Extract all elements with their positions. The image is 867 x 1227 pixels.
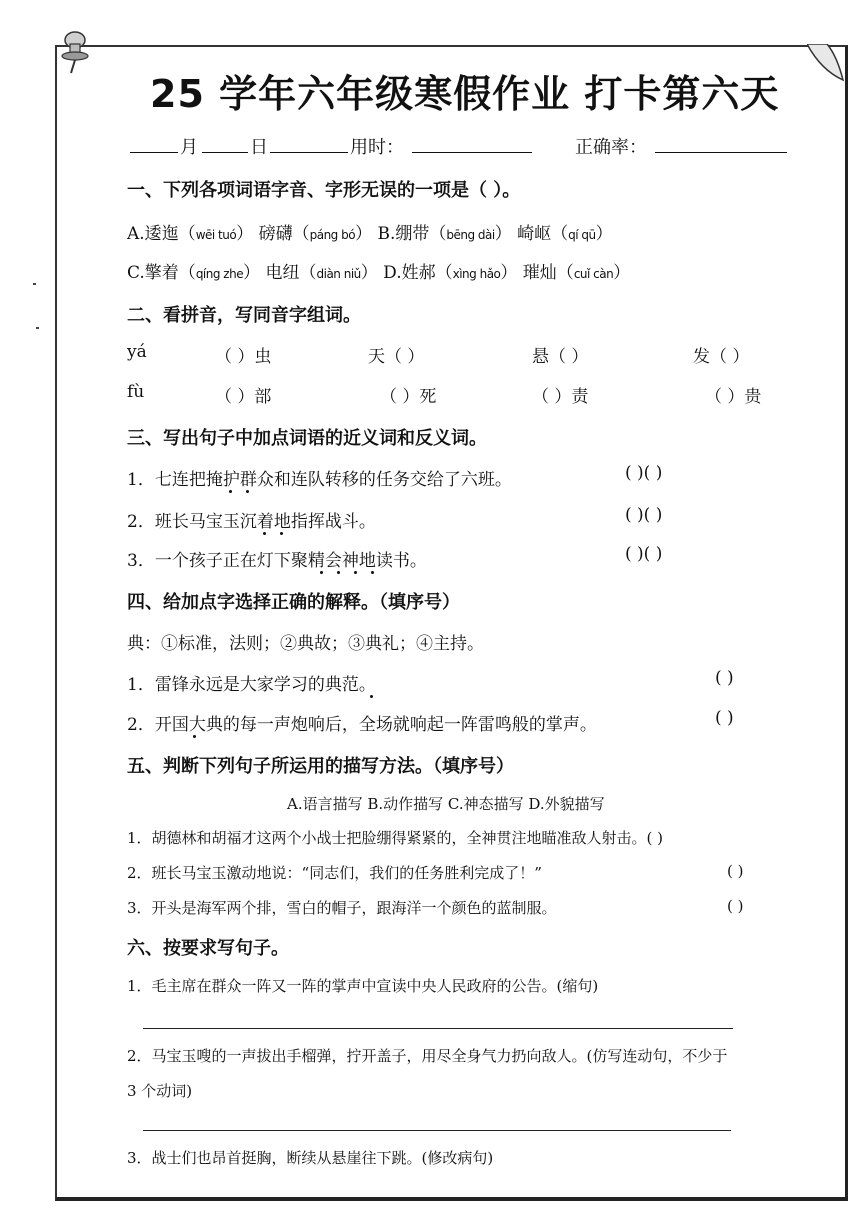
q5-item: 2．班长马宝玉激动地说：“同志们，我们的任务胜利完成了！” [127,864,542,882]
q2-row2-item[interactable]: （ ）死 [380,387,437,407]
q2-row2-pinyin: fù [127,382,145,402]
page-curl-icon [807,44,845,82]
emphasis-dot [320,571,323,574]
q5-item: 3．开头是海军两个排，雪白的帽子，跟海洋一个颜色的蓝制服。 [127,899,557,917]
scan-mark [36,327,39,329]
q5-heading: 五、判断下列句子所运用的描写方法。（填序号） [127,756,514,777]
q3-answer-blank[interactable]: ( )( ) [625,463,663,483]
q5-answer-blank[interactable]: ( ) [727,897,744,915]
q2-row1-item[interactable]: 发（ ） [693,347,750,367]
q5-item: 1．胡德林和胡福才这两个小战士把脸绷得紧紧的，全神贯注地瞄准敌人射击。( ) [127,829,664,847]
q2-row2-item[interactable]: （ ）责 [532,387,589,407]
q2-row1-item[interactable]: （ ）虫 [215,347,272,367]
scan-mark [33,283,36,285]
q6-heading: 六、按要求写句子。 [127,938,289,959]
emphasis-dot [193,735,196,738]
q6-answer-line-2[interactable] [143,1130,731,1131]
time-blank[interactable] [412,152,532,153]
month-label: 月 [180,137,198,158]
q1-d-pinyin: xìng hǎo [452,267,501,281]
q1-a-mid: ） 磅礴（ [236,224,310,244]
day-blank[interactable] [202,152,248,153]
q1-option-c [127,258,630,283]
q2-heading: 二、看拼音，写同音字组词。 [127,305,361,326]
q1-c-pinyin2: diàn niǔ [316,267,361,281]
q1-a-label: A.逶迤（ [127,224,196,244]
emphasis-dot [229,490,232,493]
q3-answer-blank[interactable]: ( )( ) [625,544,663,564]
pushpin-icon [58,30,92,74]
q2-row2-item[interactable]: （ ）部 [215,387,272,407]
q5-options: A.语言描写 B.动作描写 C.神态描写 D.外貌描写 [287,795,605,813]
accuracy-label: 正确率： [575,137,647,158]
q1-c-label: C.擎着（ [127,263,196,283]
q2-row1-item[interactable]: 天（ ） [368,347,425,367]
q1-heading: 一、下列各项词语字音、字形无误的一项是（ ）。 [127,180,521,201]
q4-answer-blank[interactable]: ( ) [715,708,734,728]
emphasis-dot [354,571,357,574]
q3-heading: 三、写出句子中加点词语的近义词和反义词。 [127,428,487,449]
q1-b-pinyin2: qí qū [568,228,596,242]
q1-c-mid: ） 电纽（ [243,263,317,283]
q4-answer-blank[interactable]: ( ) [715,668,734,688]
q2-row1-pinyin: yá [127,342,147,362]
emphasis-dot [337,571,340,574]
q4-item: 1．雷锋永远是大家学习的典范。 [127,675,376,695]
q2-row2-item[interactable]: （ ）贵 [705,387,762,407]
q1-d-end: ） [613,263,631,283]
emphasis-dot [263,532,266,535]
q1-b-pinyin: bēng dài [446,228,495,242]
month-blank[interactable] [130,152,178,153]
time-blank-left[interactable] [270,152,348,153]
q4-heading: 四、给加点字选择正确的解释。（填序号） [127,592,460,613]
q1-c-pinyin: qíng zhe [195,267,244,281]
q6-item-3: 3．战士们也昂首挺胸，断续从悬崖往下跳。(修改病句) [127,1149,494,1167]
q1-b-label: ） B.绷带（ [355,224,447,244]
q6-answer-line-1[interactable] [143,1028,733,1029]
q1-d-label: ） D.姓郝（ [360,263,453,283]
page-title: 25 学年六年级寒假作业 打卡第六天 [150,72,780,116]
q6-item-2-cont: 3 个动词) [127,1082,193,1100]
emphasis-dot [280,532,283,535]
q1-d-mid: ） 璀灿（ [500,263,574,283]
emphasis-dot [370,695,373,698]
q1-option-a [127,219,613,244]
q3-item: 2．班长马宝玉沉着地指挥战斗。 [127,512,376,532]
q1-a-pinyin2: páng bó [309,228,356,242]
q1-b-mid: ） 崎岖（ [494,224,569,244]
q3-item: 1．七连把掩护群众和连队转移的任务交给了六班。 [127,470,512,490]
q3-item: 3．一个孩子正在灯下聚精会神地读书。 [127,551,427,571]
q1-b-end: ） [595,224,613,244]
q6-item-1: 1．毛主席在群众一阵又一阵的掌声中宣读中央人民政府的公告。(缩句) [127,977,599,995]
time-label: 用时： [350,137,404,158]
q1-a-pinyin: wēi tuó [195,228,237,242]
day-label: 日 [250,137,268,158]
q1-d-pinyin2: cuǐ càn [573,267,614,281]
q6-item-2: 2．马宝玉嗖的一声拔出手榴弹，拧开盖子，用尽全身气力扔向敌人。(仿写连动句，不少于 [127,1047,728,1065]
q5-answer-blank[interactable]: ( ) [727,862,744,880]
emphasis-dot [246,490,249,493]
emphasis-dot [371,571,374,574]
accuracy-blank[interactable] [655,152,787,153]
q4-definitions: 典：①标准，法则；②典故；③典礼；④主持。 [127,634,484,654]
q4-item: 2．开国大典的每一声炮响后，全场就响起一阵雷鸣般的掌声。 [127,715,597,735]
q3-answer-blank[interactable]: ( )( ) [625,505,663,525]
q2-row1-item[interactable]: 悬（ ） [532,347,589,367]
